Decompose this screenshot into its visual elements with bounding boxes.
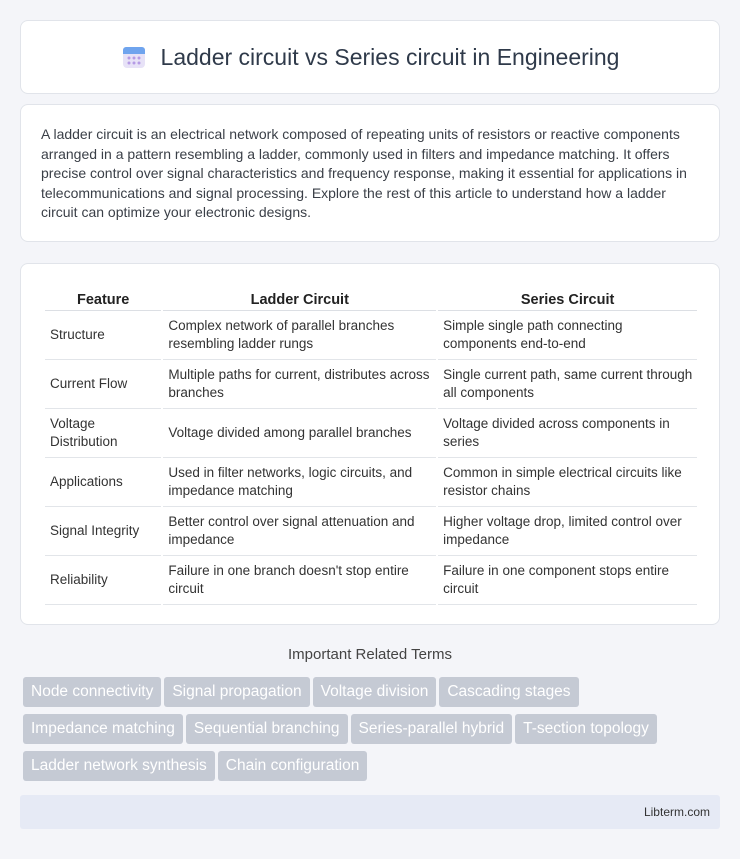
- calendar-icon: [121, 44, 147, 70]
- row-ladder: Better control over signal attenuation and impedance: [163, 507, 436, 556]
- row-ladder: Used in filter networks, logic circuits, and impedance matching: [163, 458, 436, 507]
- comparison-card: [20, 263, 720, 625]
- intro-text: A ladder circuit is an electrical network composed of repeating units of resistors or reactive components arranged in a pattern resembling a ladder, commonly used in filters and impedance matching. It offers precise control over signal characteristics and frequency response, making it essential for applications in telecommunications and signal processing. Explore the rest of this article to understand how a ladder circuit can optimize your electronic designs.: [41, 126, 687, 220]
- related-term-tag[interactable]: Signal propagation: [164, 677, 309, 707]
- related-term-tag[interactable]: Voltage division: [313, 677, 437, 707]
- row-series: Failure in one component stops entire circuit: [438, 556, 697, 605]
- intro-card: [20, 104, 720, 242]
- header-card: [20, 20, 720, 94]
- row-series: Common in simple electrical circuits like resistor chains: [438, 458, 697, 507]
- related-terms-list: [23, 677, 723, 788]
- header-ladder: Ladder Circuit: [163, 284, 436, 311]
- related-terms-heading: Important Related Terms: [288, 646, 452, 663]
- related-term-tag[interactable]: Sequential branching: [186, 714, 348, 744]
- row-feature: Applications: [45, 458, 161, 507]
- header-feature: Feature: [45, 284, 161, 311]
- row-ladder: Multiple paths for current, distributes across branches: [163, 360, 436, 409]
- row-feature: Current Flow: [45, 360, 161, 409]
- related-term-tag[interactable]: Node connectivity: [23, 677, 161, 707]
- table-row: [45, 311, 697, 360]
- row-feature: Structure: [45, 311, 161, 360]
- row-series: Simple single path connecting components end-to-end: [438, 311, 697, 360]
- related-term-tag[interactable]: T-section topology: [515, 714, 657, 744]
- table-row: [45, 556, 697, 605]
- related-term-tag[interactable]: Series-parallel hybrid: [351, 714, 513, 744]
- page-title: Ladder circuit vs Series circuit in Engineering: [160, 43, 620, 70]
- table-header-row: [45, 284, 697, 311]
- row-series: Voltage divided across components in series: [438, 409, 697, 458]
- footer: [20, 795, 720, 829]
- footer-site-link[interactable]: Libterm.com: [643, 805, 710, 819]
- header-series: Series Circuit: [438, 284, 697, 311]
- row-series: Single current path, same current through all components: [438, 360, 697, 409]
- table-row: [45, 458, 697, 507]
- related-term-tag[interactable]: Chain configuration: [218, 751, 368, 781]
- related-term-tag[interactable]: Ladder network synthesis: [23, 751, 215, 781]
- row-feature: Reliability: [45, 556, 161, 605]
- related-term-tag[interactable]: Impedance matching: [23, 714, 183, 744]
- table-row: [45, 507, 697, 556]
- row-ladder: Voltage divided among parallel branches: [163, 409, 436, 458]
- related-term-tag[interactable]: Cascading stages: [439, 677, 578, 707]
- table-row: [45, 409, 697, 458]
- row-feature: Signal Integrity: [45, 507, 161, 556]
- comparison-table: [43, 284, 699, 605]
- row-ladder: Complex network of parallel branches resembling ladder rungs: [163, 311, 436, 360]
- row-ladder: Failure in one branch doesn't stop entire circuit: [163, 556, 436, 605]
- row-series: Higher voltage drop, limited control over impedance: [438, 507, 697, 556]
- table-row: [45, 360, 697, 409]
- row-feature: Voltage Distribution: [45, 409, 161, 458]
